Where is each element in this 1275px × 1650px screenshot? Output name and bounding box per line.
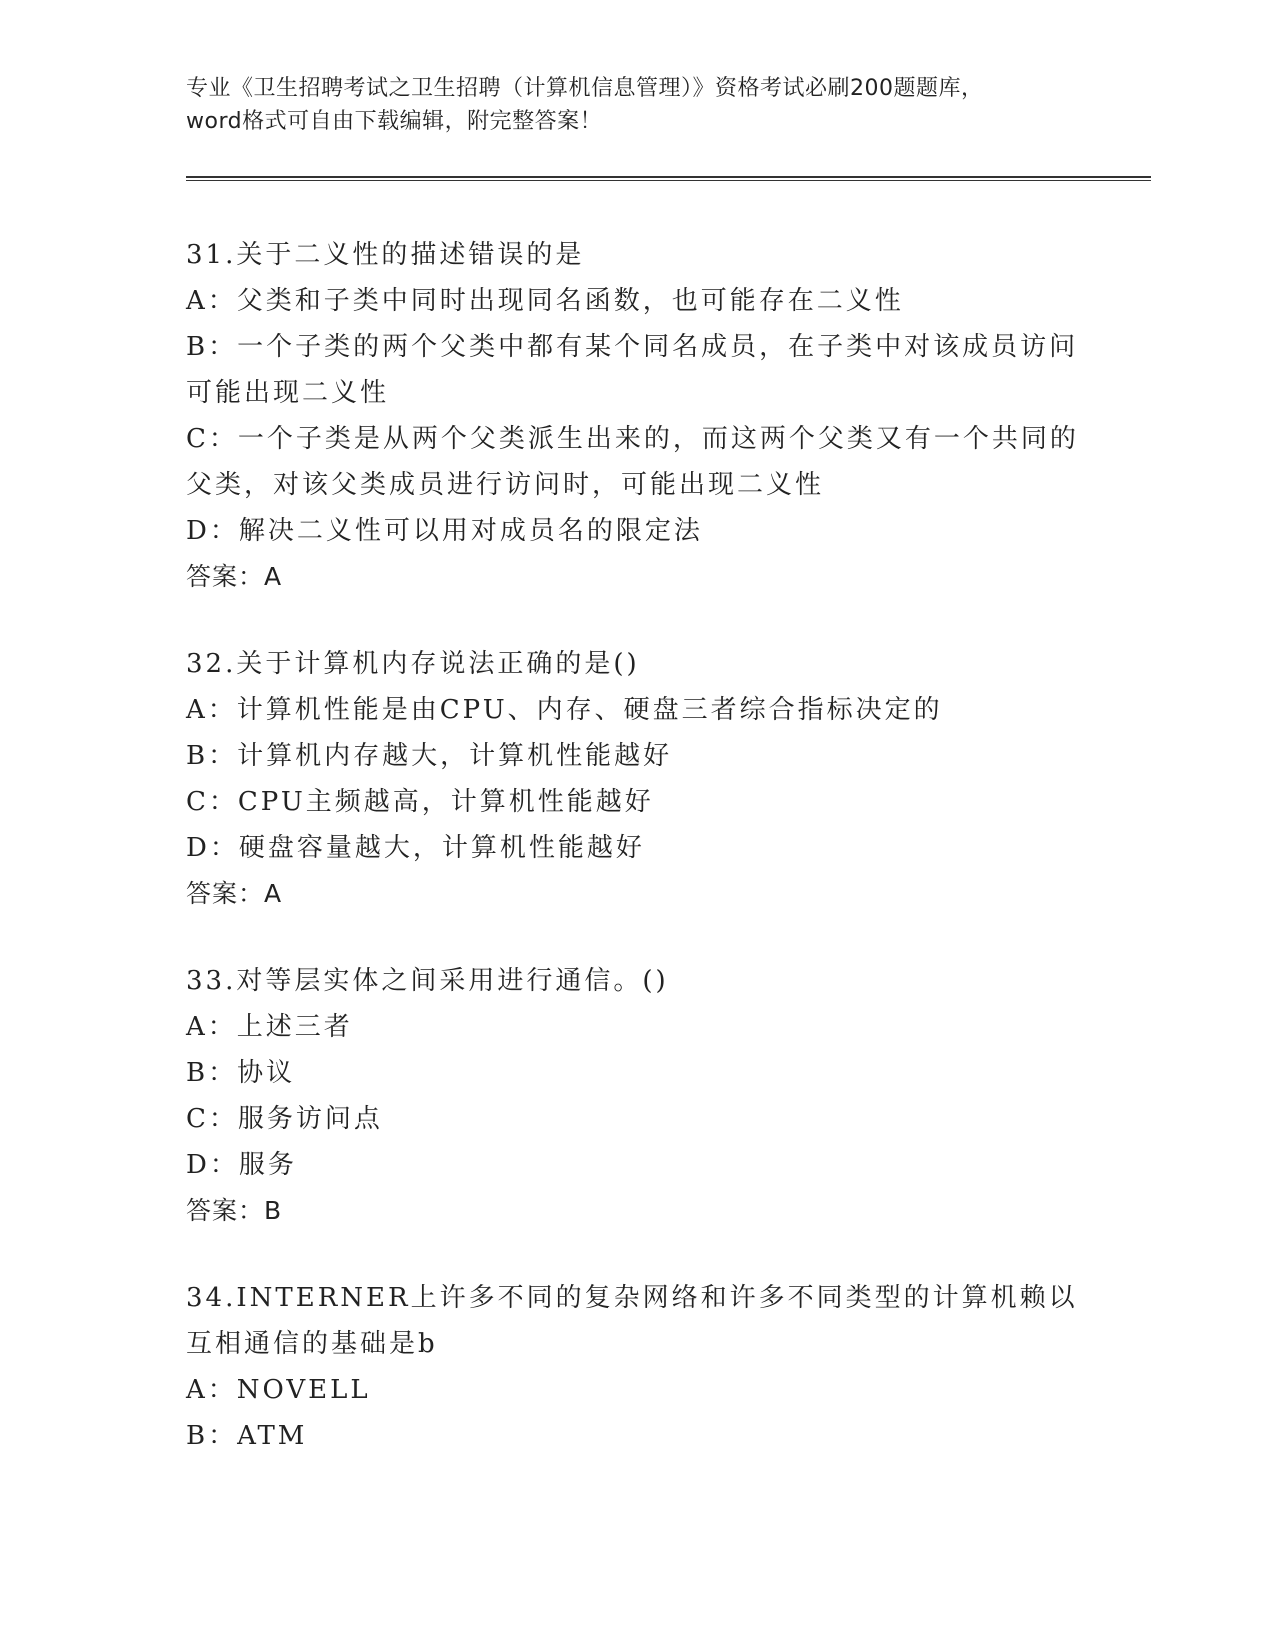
question-title: 34.INTERNER上许多不同的复杂网络和许多不同类型的计算机赖以互相通信的基础是b <box>186 1283 1078 1359</box>
document-header <box>186 72 1086 138</box>
header-title-line-2: word格式可自由下载编辑，附完整答案！ <box>186 109 603 134</box>
option-b: B：一个子类的两个父类中都有某个同名成员，在子类中对该成员访问可能出现二义性 <box>186 332 1079 408</box>
question-title: 32.关于计算机内存说法正确的是() <box>186 649 640 679</box>
question-32 <box>186 641 1086 917</box>
option-c: C：CPU主频越高，计算机性能越好 <box>186 787 654 817</box>
answer: 答案：A <box>186 562 283 591</box>
option-c: C：服务访问点 <box>186 1104 383 1134</box>
option-a: A：父类和子类中同时出现同名函数，也可能存在二义性 <box>186 286 904 316</box>
option-a: A：计算机性能是由CPU、内存、硬盘三者综合指标决定的 <box>186 695 943 725</box>
header-divider <box>186 176 1151 181</box>
option-b: B：ATM <box>186 1421 308 1451</box>
header-title-line-1: 专业《卫生招聘考试之卫生招聘（计算机信息管理）》资格考试必刷200题题库， <box>186 76 984 101</box>
answer: 答案：B <box>186 1196 283 1225</box>
option-d: D：服务 <box>186 1150 297 1180</box>
question-33 <box>186 958 1086 1234</box>
question-34 <box>186 1275 1086 1459</box>
question-list <box>186 232 1086 1500</box>
question-title: 33.对等层实体之间采用进行通信。() <box>186 966 669 996</box>
option-c: C：一个子类是从两个父类派生出来的，而这两个父类又有一个共同的父类，对该父类成员进行访问时，可能出现二义性 <box>186 424 1079 500</box>
option-a: A：上述三者 <box>186 1012 353 1042</box>
option-d: D：解决二义性可以用对成员名的限定法 <box>186 516 703 546</box>
option-a: A：NOVELL <box>186 1375 371 1405</box>
question-title: 31.关于二义性的描述错误的是 <box>186 240 585 270</box>
option-d: D：硬盘容量越大，计算机性能越好 <box>186 833 645 863</box>
answer: 答案：A <box>186 879 283 908</box>
question-31 <box>186 232 1086 600</box>
option-b: B：计算机内存越大，计算机性能越好 <box>186 741 673 771</box>
option-b: B：协议 <box>186 1058 296 1088</box>
